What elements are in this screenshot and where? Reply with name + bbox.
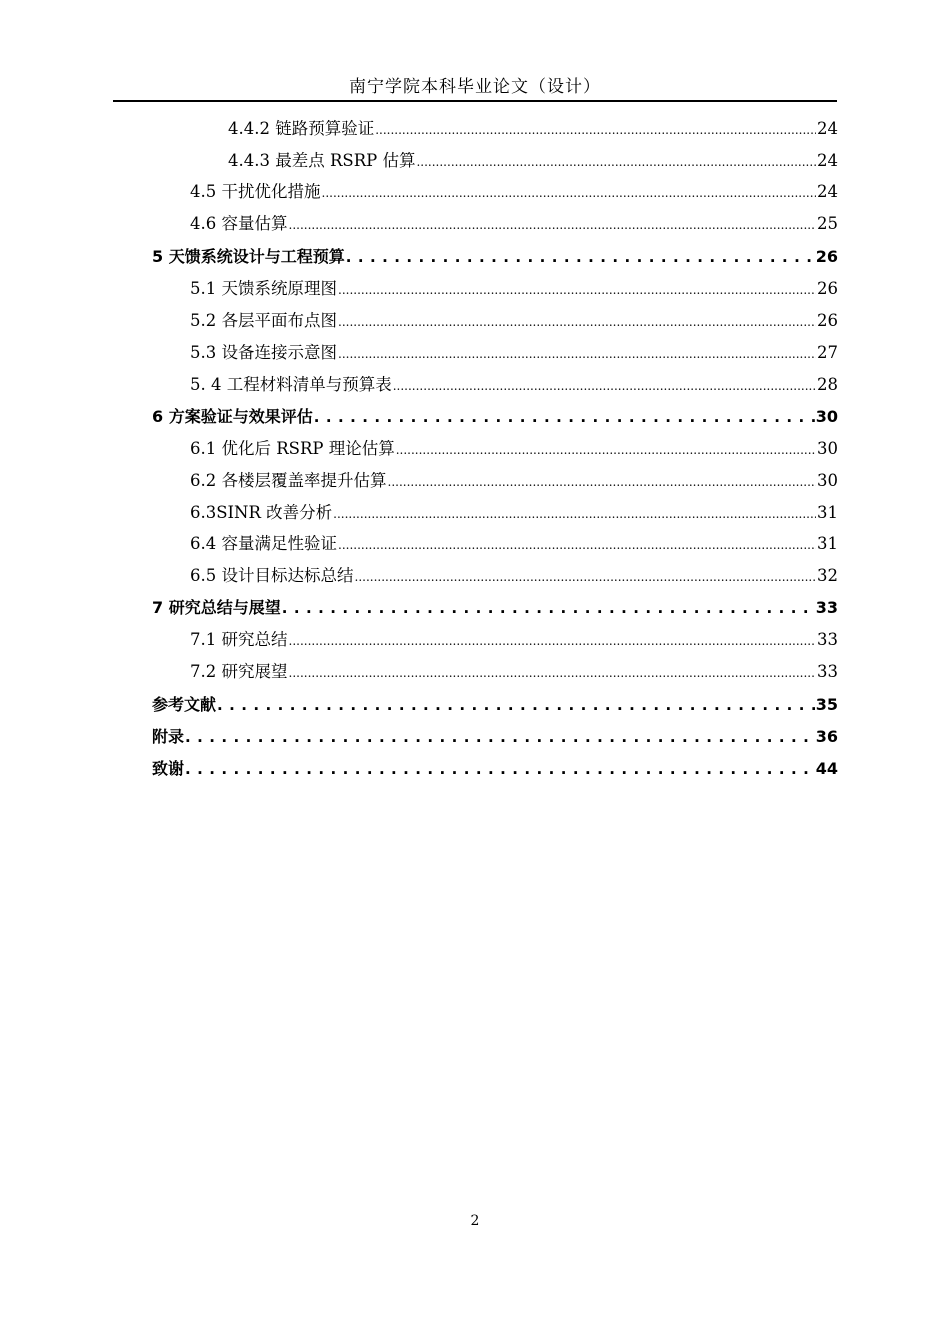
toc-entry[interactable] — [190, 468, 838, 494]
toc-entry-page-number: 30 — [817, 471, 838, 490]
toc-entry-label: 5.1 天馈系统原理图 — [190, 279, 337, 298]
toc-entry-page-number: 26 — [817, 311, 838, 330]
toc-entry[interactable] — [152, 244, 838, 270]
toc-dot-leader — [416, 148, 816, 175]
toc-entry-label: 5. 4 工程材料清单与预算表 — [190, 375, 392, 394]
toc-dot-leader — [289, 659, 817, 686]
toc-entry[interactable] — [152, 595, 838, 621]
toc-dot-leader — [338, 276, 816, 303]
toc-entry[interactable] — [190, 276, 838, 302]
toc-entry-page-number: 24 — [817, 182, 838, 201]
toc-dot-leader — [322, 179, 817, 206]
toc-entry-page-number: 27 — [817, 343, 838, 362]
toc-dot-leader — [289, 627, 817, 654]
toc-entry-label: 6 方案验证与效果评估 — [152, 407, 313, 426]
toc-entry-page-number: 30 — [815, 407, 838, 426]
toc-entry-label: 6.3SINR 改善分析 — [190, 503, 333, 522]
toc-entry-label: 4.4.2 链路预算验证 — [228, 119, 375, 138]
toc-dot-leader — [185, 756, 815, 782]
toc-dot-leader — [289, 211, 817, 238]
toc-entry-label: 6.1 优化后 RSRP 理论估算 — [190, 439, 395, 458]
toc-entry-page-number: 33 — [817, 630, 838, 649]
toc-entry-page-number: 36 — [815, 727, 838, 746]
toc-entry-page-number: 28 — [817, 375, 838, 394]
toc-entry[interactable] — [190, 372, 838, 398]
toc-entry[interactable] — [228, 148, 838, 174]
header-divider — [113, 100, 837, 102]
toc-entry-label: 4.6 容量估算 — [190, 214, 288, 233]
toc-entry[interactable] — [190, 308, 838, 334]
toc-entry-label: 7.1 研究总结 — [190, 630, 288, 649]
toc-entry-label: 7 研究总结与展望 — [152, 598, 281, 617]
toc-entry[interactable] — [190, 659, 838, 685]
page-number: 2 — [470, 1213, 480, 1229]
toc-dot-leader — [338, 531, 816, 558]
toc-entry-page-number: 24 — [817, 151, 838, 170]
toc-entry-label: 5 天馈系统设计与工程预算 — [152, 247, 345, 266]
toc-entry-page-number: 30 — [817, 439, 838, 458]
toc-dot-leader — [355, 563, 817, 590]
toc-dot-leader — [346, 244, 815, 270]
toc-entry-label: 6.4 容量满足性验证 — [190, 534, 337, 553]
toc-entry[interactable] — [228, 116, 838, 142]
toc-entry-label: 4.4.3 最差点 RSRP 估算 — [228, 151, 416, 170]
toc-entry-page-number: 26 — [815, 247, 838, 266]
toc-dot-leader — [185, 724, 815, 750]
toc-entry[interactable] — [190, 436, 838, 462]
toc-entry-page-number: 44 — [815, 759, 838, 778]
toc-entry-label: 5.2 各层平面布点图 — [190, 311, 337, 330]
toc-dot-leader — [396, 436, 816, 463]
toc-entry-label: 致谢 — [152, 759, 185, 778]
toc-entry-page-number: 25 — [817, 214, 838, 233]
toc-entry[interactable] — [152, 724, 838, 750]
page-header-title: 南宁学院本科毕业论文（设计） — [349, 77, 601, 97]
toc-dot-leader — [217, 692, 815, 718]
toc-entry-page-number: 31 — [817, 534, 838, 553]
toc-entry-page-number: 26 — [817, 279, 838, 298]
toc-entry-label: 5.3 设备连接示意图 — [190, 343, 337, 362]
toc-entry[interactable] — [190, 179, 838, 205]
toc-entry[interactable] — [152, 692, 838, 718]
toc-dot-leader — [314, 404, 815, 430]
toc-dot-leader — [333, 500, 816, 527]
toc-dot-leader — [338, 308, 816, 335]
toc-entry[interactable] — [190, 531, 838, 557]
toc-entry[interactable] — [190, 627, 838, 653]
toc-entry[interactable] — [152, 756, 838, 782]
toc-entry-page-number: 31 — [817, 503, 838, 522]
toc-entry-page-number: 32 — [817, 566, 838, 585]
toc-entry-label: 6.2 各楼层覆盖率提升估算 — [190, 471, 387, 490]
toc-entry[interactable] — [190, 340, 838, 366]
toc-entry[interactable] — [190, 563, 838, 589]
toc-dot-leader — [282, 595, 815, 621]
toc-entry[interactable] — [190, 211, 838, 237]
toc-entry-label: 6.5 设计目标达标总结 — [190, 566, 354, 585]
toc-entry-page-number: 33 — [817, 662, 838, 681]
toc-dot-leader — [338, 340, 816, 367]
toc-entry[interactable] — [190, 500, 838, 526]
toc-entry-page-number: 35 — [815, 695, 838, 714]
toc-entry-label: 4.5 干扰优化措施 — [190, 182, 321, 201]
toc-dot-leader — [375, 116, 816, 143]
toc-dot-leader — [393, 372, 816, 399]
toc-entry-label: 7.2 研究展望 — [190, 662, 288, 681]
toc-entry-label: 参考文献 — [152, 695, 217, 714]
toc-entry-page-number: 33 — [815, 598, 838, 617]
toc-dot-leader — [388, 468, 817, 495]
toc-entry[interactable] — [152, 404, 838, 430]
toc-entry-label: 附录 — [152, 727, 185, 746]
toc-entry-page-number: 24 — [817, 119, 838, 138]
